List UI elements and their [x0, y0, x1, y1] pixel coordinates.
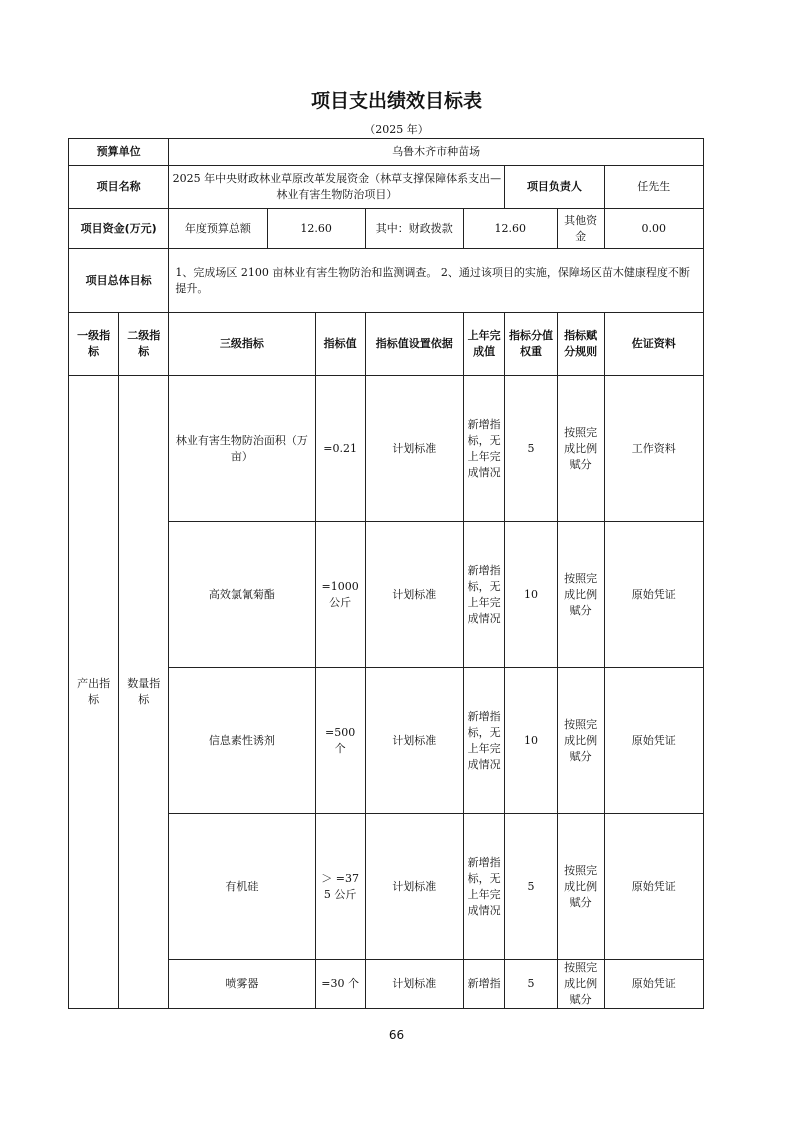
- header-evidence: 佐证资料: [604, 313, 703, 376]
- header-rule: 指标赋分规则: [557, 313, 604, 376]
- row-value: =30 个: [315, 960, 365, 1009]
- page-number: 66: [388, 1028, 405, 1042]
- header-weight: 指标分值权重: [505, 313, 557, 376]
- row-basis: 计划标准: [365, 376, 463, 522]
- fiscal-value: 12.60: [463, 209, 557, 249]
- row-prev: 新增指标，无上年完成情况: [463, 376, 504, 522]
- row-name: 林业有害生物防治面积（万亩）: [169, 376, 315, 522]
- row-name: 高效氯氰菊酯: [169, 522, 315, 668]
- annual-value: 12.60: [267, 209, 365, 249]
- row-rule: 按照完成比例赋分: [557, 814, 604, 960]
- page-title: 项目支出绩效目标表: [310, 90, 482, 112]
- leader-label: 项目负责人: [505, 166, 604, 209]
- goal-label: 项目总体目标: [69, 249, 169, 313]
- row-rule: 按照完成比例赋分: [557, 376, 604, 522]
- row-rule: 按照完成比例赋分: [557, 522, 604, 668]
- fiscal-label: 其中：财政拨款: [365, 209, 463, 249]
- performance-table: [68, 138, 704, 1009]
- row-basis: 计划标准: [365, 522, 463, 668]
- row-prev: 新增指标，无上年完成情况: [463, 668, 504, 814]
- unit-value: 乌鲁木齐市种苗场: [169, 139, 704, 166]
- row-evidence: 原始凭证: [604, 960, 703, 1009]
- annual-label: 年度预算总额: [169, 209, 267, 249]
- row-weight: 5: [505, 814, 557, 960]
- row-evidence: 原始凭证: [604, 522, 703, 668]
- row-weight: 10: [505, 668, 557, 814]
- row-basis: 计划标准: [365, 960, 463, 1009]
- row-name: 信息素性诱剂: [169, 668, 315, 814]
- row-value: =0.21: [315, 376, 365, 522]
- row-evidence: 原始凭证: [604, 668, 703, 814]
- row-value: ＞ =375 公斤: [315, 814, 365, 960]
- funds-label: 项目资金(万元): [69, 209, 169, 249]
- group-level1: 产出指标: [69, 376, 119, 1009]
- row-basis: 计划标准: [365, 814, 463, 960]
- header-prev: 上年完成值: [463, 313, 504, 376]
- goal-value: 1、完成场区 2100 亩林业有害生物防治和监测调查。 2、通过该项目的实施，保障场区苗木健康程度不断提升。: [169, 249, 704, 313]
- row-prev: 新增指: [463, 960, 504, 1009]
- year-label: （2025 年）: [364, 123, 429, 136]
- row-weight: 10: [505, 522, 557, 668]
- group-level2: 数量指标: [119, 376, 169, 1009]
- header-level3: 三级指标: [169, 313, 315, 376]
- row-value: =1000 公斤: [315, 522, 365, 668]
- row-basis: 计划标准: [365, 668, 463, 814]
- header-value: 指标值: [315, 313, 365, 376]
- row-evidence: 工作资料: [604, 376, 703, 522]
- unit-label: 预算单位: [69, 139, 169, 166]
- row-weight: 5: [505, 960, 557, 1009]
- row-value: =500 个: [315, 668, 365, 814]
- row-rule: 按照完成比例赋分: [557, 960, 604, 1009]
- other-label: 其他资金: [557, 209, 604, 249]
- row-weight: 5: [505, 376, 557, 522]
- header-basis: 指标值设置依据: [365, 313, 463, 376]
- other-value: 0.00: [604, 209, 703, 249]
- row-name: 喷雾器: [169, 960, 315, 1009]
- row-rule: 按照完成比例赋分: [557, 668, 604, 814]
- header-level2: 二级指标: [119, 313, 169, 376]
- row-prev: 新增指标，无上年完成情况: [463, 522, 504, 668]
- row-name: 有机硅: [169, 814, 315, 960]
- row-evidence: 原始凭证: [604, 814, 703, 960]
- project-value: 2025 年中央财政林业草原改革发展资金（林草支撑保障体系支出—林业有害生物防治项目）: [169, 166, 505, 209]
- leader-value: 任先生: [604, 166, 703, 209]
- row-prev: 新增指标，无上年完成情况: [463, 814, 504, 960]
- header-level1: 一级指标: [69, 313, 119, 376]
- project-label: 项目名称: [69, 166, 169, 209]
